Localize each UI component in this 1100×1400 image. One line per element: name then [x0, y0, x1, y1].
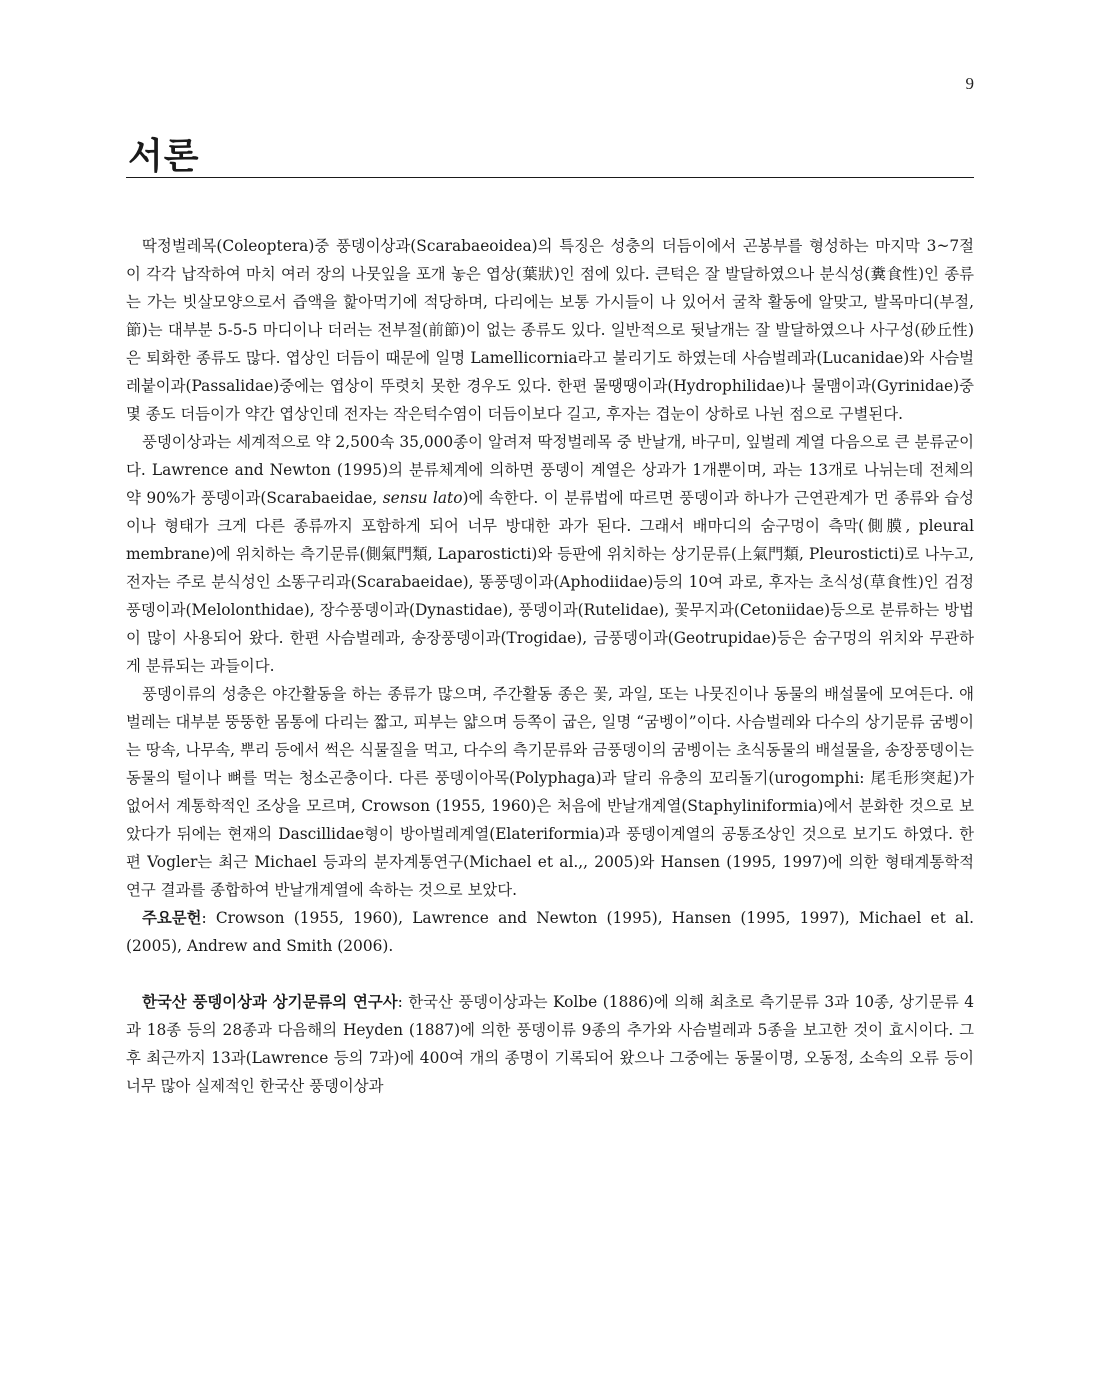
paragraph-text: : 한국산 풍뎅이상과는 Kolbe (1886)에 의해 최초로 측기문류 3과 10종, 상기문류 4과 18종 등의 28종과 다음해의 Heyden (1887)에 의한 풍뎅이류 9종의 추가와 사슴벌레과 5종을 보고한 것이 효시이다. 그 후 최근까지 13과(Lawrence 등의 7과)에 400여 개의 종명이 기록되어 왔으나 그중에는 동물이명, 오동정, 소속의 오류 등이 너무 많아 실제적인 한국산 풍뎅이상과 — [126, 993, 975, 1095]
paragraph-lead: 한국산 풍뎅이상과 상기문류의 연구사 — [142, 993, 398, 1011]
chapter-title: 서론 — [128, 135, 200, 177]
paragraph-korean-research-history — [126, 988, 974, 1100]
italic-term: sensu lato — [382, 489, 463, 507]
paragraph-text: : Crowson (1955, 1960), Lawrence and Newton (1995), Hansen (1995, 1997), Michael et al. (2005), Andrew and Smith (2006). — [126, 909, 974, 955]
paragraph-scarabaeoidea-characteristics: 딱정벌레목(Coleoptera)중 풍뎅이상과(Scarabaeoidea)의 특징은 성충의 더듬이에서 곤봉부를 형성하는 마지막 3~7절이 각각 납작하여 마치 여러 장의 나뭇잎을 포개 놓은 엽상(葉狀)인 점에 있다. 큰턱은 잘 발달하였으나 분식성(糞食性)인 종류는 가는 빗살모양으로서 즙액을 핥아먹기에 적당하며, 다리에는 보통 가시들이 나 있어서 굴착 활동에 알맞고, 발목마디(부절, 節)는 대부분 5-5-5 마디이나 더러는 전부절(前節)이 없는 종류도 있다. 일반적으로 뒷날개는 잘 발달하였으나 사구성(砂丘性)은 퇴화한 종류도 많다. 엽상인 더듬이 때문에 일명 Lamellicornia라고 불리기도 하였는데 사슴벌레과(Lucanidae)와 사슴벌레붙이과(Passalidae)중에는 엽상이 뚜렷치 못한 경우도 있다. 한편 물땡땡이과(Hydrophilidae)나 물맴이과(Gyrinidae)중 몇 종도 더듬이가 약간 엽상인데 전자는 작은턱수염이 더듬이보다 길고, 후자는 겹눈이 상하로 나뉜 점으로 구별된다. — [126, 237, 974, 423]
paragraph-text: 풍뎅이상과는 세계적으로 약 2,500속 35,000종이 알려져 딱정벌레목 중 반날개, 바구미, 잎벌레 계열 다음으로 큰 분류군이다. Lawrence and Newton (1995)의 분류체계에 의하면 풍뎅이 계열은 상과가 1개뿐이며, 과는 13개로 나뉘는데 전체의 약 90%가 풍뎅이과(Scarabaeidae, — [126, 433, 974, 507]
page-number: 9 — [965, 74, 974, 93]
title-divider — [126, 177, 974, 178]
paragraph-lead: 주요문헌 — [142, 909, 202, 927]
paragraph-key-references — [126, 904, 974, 960]
paragraph-classification — [126, 428, 974, 680]
paragraph-text: )에 속한다. 이 분류법에 따르면 풍뎅이과 하나가 근연관계가 먼 종류와 습성이나 형태가 크게 다른 종류까지 포함하게 되어 너무 방대한 과가 된다. 그래서 배마디의 숨구멍이 측막(側膜, pleural membrane)에 위치하는 측기문류(側氣門類, Laparosticti)와 등판에 위치하는 상기문류(上氣門類, Pleurosticti)로 나누고, 전자는 주로 분식성인 소똥구리과(Scarabaeidae), 똥풍뎅이과(Aphodiidae)등의 10여 과로, 후자는 초식성(草食性)인 검정풍뎅이과(Melolonthidae), 장수풍뎅이과(Dynastidae), 풍뎅이과(Rutelidae), 꽃무지과(Cetoniidae)등으로 분류하는 방법이 많이 사용되어 왔다. 한편 사슴벌레과, 송장풍뎅이과(Trogidae), 금풍뎅이과(Geotrupidae)등은 숨구멍의 위치와 무관하게 분류되는 과들이다. — [126, 489, 974, 675]
body-text — [126, 232, 974, 1100]
paragraph-ecology-phylogeny: 풍뎅이류의 성충은 야간활동을 하는 종류가 많으며, 주간활동 종은 꽃, 과일, 또는 나뭇진이나 동물의 배설물에 모여든다. 애벌레는 대부분 뚱뚱한 몸통에 다리는 짧고, 피부는 얇으며 등쪽이 굽은, 일명 “굼벵이”이다. 사슴벌레와 다수의 상기문류 굼벵이는 땅속, 나무속, 뿌리 등에서 썩은 식물질을 먹고, 다수의 측기문류와 금풍뎅이의 굼벵이는 초식동물의 배설물을, 송장풍뎅이는 동물의 털이나 뼈를 먹는 청소곤충이다. 다른 풍뎅이아목(Polyphaga)과 달리 유충의 꼬리돌기(urogomphi: 尾毛形突起)가 없어서 계통학적인 조상을 모르며, Crowson (1955, 1960)은 처음에 반날개계열(Staphyliniformia)에서 분화한 것으로 보았다가 뒤에는 현재의 Dascillidae형이 방아벌레계열(Elateriformia)과 풍뎅이계열의 공통조상인 것으로 보기도 하였다. 한편 Vogler는 최근 Michael 등과의 분자계통연구(Michael et al.,, 2005)와 Hansen (1995, 1997)에 의한 형태계통학적 연구 결과를 종합하여 반날개계열에 속하는 것으로 보았다. — [126, 685, 974, 899]
